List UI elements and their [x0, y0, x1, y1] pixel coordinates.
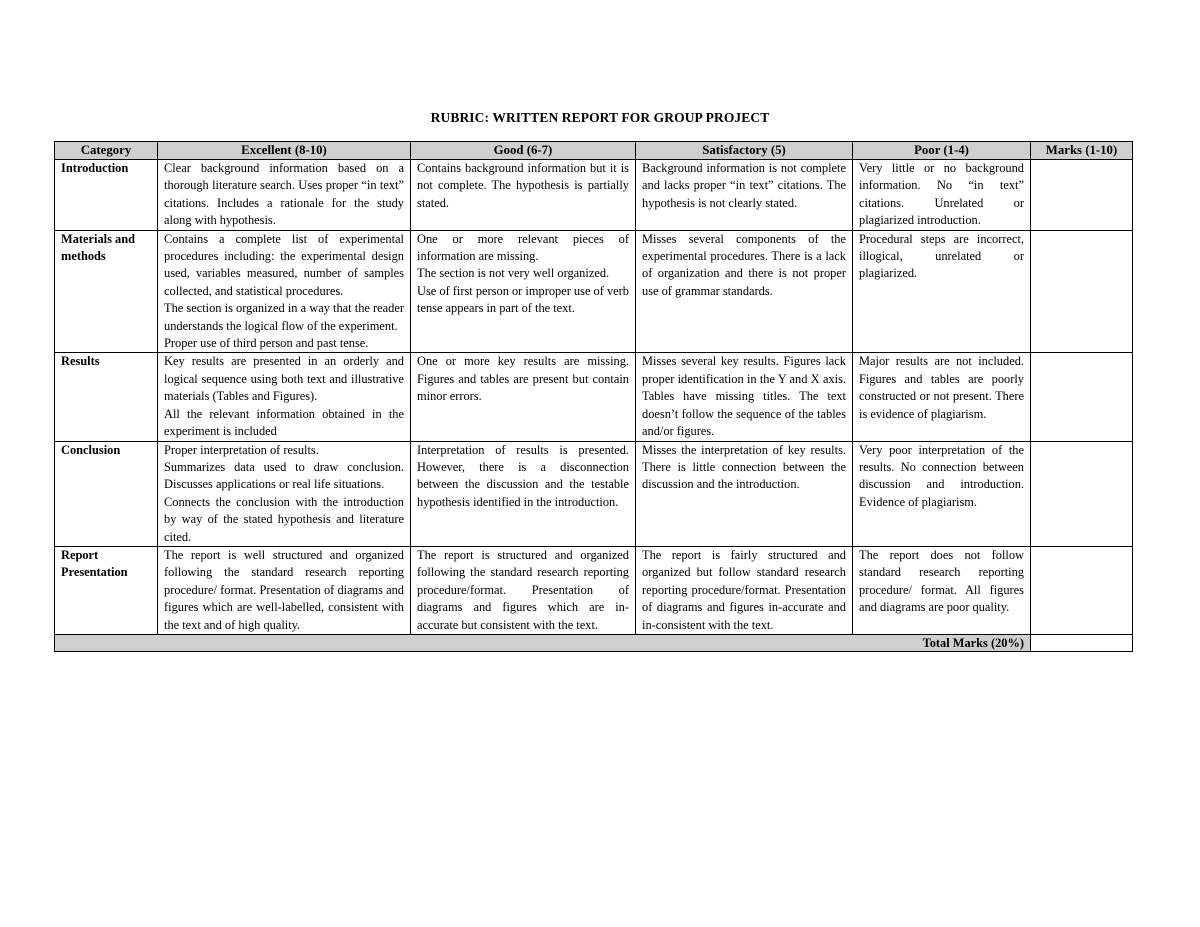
total-marks-cell: [1031, 634, 1133, 651]
criteria-text: The report is fairly structured and organized but follow standard research reporting procedure/format. Presentation of diagrams and figures in-accurate and in-consistent with the text.: [642, 547, 846, 632]
satisfactory-cell: [636, 546, 853, 634]
good-cell: [411, 230, 636, 353]
criteria-text: The report is structured and organized following the standard research reporting procedure/format. Presentation of diagrams and figures which are in-accurate but consistent with the text.: [417, 547, 629, 632]
header-marks: Marks (1-10): [1031, 142, 1133, 160]
criteria-text: Contains background information but it is not complete. The hypothesis is partially stated.: [417, 161, 629, 210]
good-cell: [411, 546, 636, 634]
satisfactory-cell: [636, 160, 853, 231]
header-excellent: Excellent (8-10): [158, 142, 411, 160]
criteria-text: Very little or no background information. No “in text” citations. Unrelated or plagiarized introduction.: [859, 161, 1024, 228]
criteria-text: One or more key results are missing. Figures and tables are present but contain minor errors.: [417, 354, 629, 404]
table-row: [55, 441, 1133, 546]
criteria-text: Major results are not included. Figures and tables are poorly constructed or not present. There is evidence of plagiarism.: [859, 354, 1024, 421]
criteria-text: The section is organized in a way that the reader understands the logical flow of the experiment.: [164, 301, 404, 333]
satisfactory-cell: [636, 441, 853, 546]
excellent-cell: [158, 160, 411, 231]
criteria-text: Interpretation of results is presented. However, there is a disconnection between the discussion and the testable hypothesis identified in the introduction.: [417, 442, 629, 509]
poor-cell: [853, 230, 1031, 353]
criteria-text: Use of first person or improper use of verb tense appears in part of the text.: [417, 283, 629, 316]
poor-cell: [853, 441, 1031, 546]
good-cell: [411, 353, 636, 441]
category-cell: Report Presentation: [55, 546, 158, 634]
criteria-text: The report is well structured and organized following the standard research reporting procedure/ format. Presentation of diagrams and figures which are well-labelled, consistent with the text and of high quality.: [164, 547, 404, 632]
satisfactory-cell: [636, 353, 853, 441]
criteria-text: Procedural steps are incorrect, illogical, unrelated or plagiarized.: [859, 231, 1024, 281]
criteria-text: Connects the conclusion with the introduction by way of the stated hypothesis and literature cited.: [164, 494, 404, 544]
criteria-text: Proper use of third person and past tense.: [164, 336, 369, 351]
header-category: Category: [55, 142, 158, 160]
poor-cell: [853, 546, 1031, 634]
criteria-text: Contains a complete list of experimental procedures including: the experimental design used, variables measured, number of samples collected, and statistical procedures.: [164, 231, 404, 298]
excellent-cell: [158, 230, 411, 353]
good-cell: [411, 160, 636, 231]
excellent-cell: [158, 353, 411, 441]
marks-cell: [1031, 230, 1133, 353]
criteria-text: Summarizes data used to draw conclusion. Discusses applications or real life situations.: [164, 459, 404, 492]
total-marks-label: Total Marks (20%): [55, 634, 1031, 651]
criteria-text: The section is not very well organized.: [417, 266, 610, 281]
criteria-text: Misses several components of the experimental procedures. There is a lack of organization and there is not proper use of grammar standards.: [642, 231, 846, 298]
criteria-text: Clear background information based on a thorough literature search. Uses proper “in text” citations. Includes a rationale for the study along with hypothesis.: [164, 161, 404, 228]
marks-cell: [1031, 441, 1133, 546]
poor-cell: [853, 160, 1031, 231]
rubric-table: [54, 141, 1133, 652]
criteria-text: All the relevant information obtained in the experiment is included: [164, 406, 404, 439]
header-row: [55, 142, 1133, 160]
criteria-text: Misses several key results. Figures lack proper identification in the Y and X axis. Tables have missing titles. The text doesn’t follow the sequence of the tables and/or figures.: [642, 354, 846, 439]
category-cell: Conclusion: [55, 441, 158, 546]
marks-cell: [1031, 546, 1133, 634]
table-row: [55, 230, 1133, 353]
table-row: [55, 353, 1133, 441]
document-title: RUBRIC: WRITTEN REPORT FOR GROUP PROJECT: [430, 110, 770, 125]
table-row: [55, 546, 1133, 634]
table-row: [55, 160, 1133, 231]
criteria-text: One or more relevant pieces of information are missing.: [417, 231, 629, 264]
marks-cell: [1031, 353, 1133, 441]
total-row: [55, 634, 1133, 651]
excellent-cell: [158, 546, 411, 634]
criteria-text: The report does not follow standard research reporting procedure/ format. All figures and diagrams are poor quality.: [859, 547, 1024, 615]
header-poor: Poor (1-4): [853, 142, 1031, 160]
criteria-text: Misses the interpretation of key results. There is little connection between the discussion and the introduction.: [642, 442, 846, 492]
good-cell: [411, 441, 636, 546]
header-good: Good (6-7): [411, 142, 636, 160]
header-satisfactory: Satisfactory (5): [636, 142, 853, 160]
satisfactory-cell: [636, 230, 853, 353]
category-cell: Results: [55, 353, 158, 441]
category-cell: Materials and methods: [55, 230, 158, 353]
category-cell: Introduction: [55, 160, 158, 231]
marks-cell: [1031, 160, 1133, 231]
poor-cell: [853, 353, 1031, 441]
criteria-text: Proper interpretation of results.: [164, 442, 319, 457]
criteria-text: Background information is not complete and lacks proper “in text” citations. The hypothesis is not clearly stated.: [642, 161, 846, 210]
criteria-text: Very poor interpretation of the results. No connection between discussion and introduction. Evidence of plagiarism.: [859, 442, 1024, 509]
criteria-text: Key results are presented in an orderly and logical sequence using both text and illustrative materials (Tables and Figures).: [164, 354, 404, 404]
excellent-cell: [158, 441, 411, 546]
